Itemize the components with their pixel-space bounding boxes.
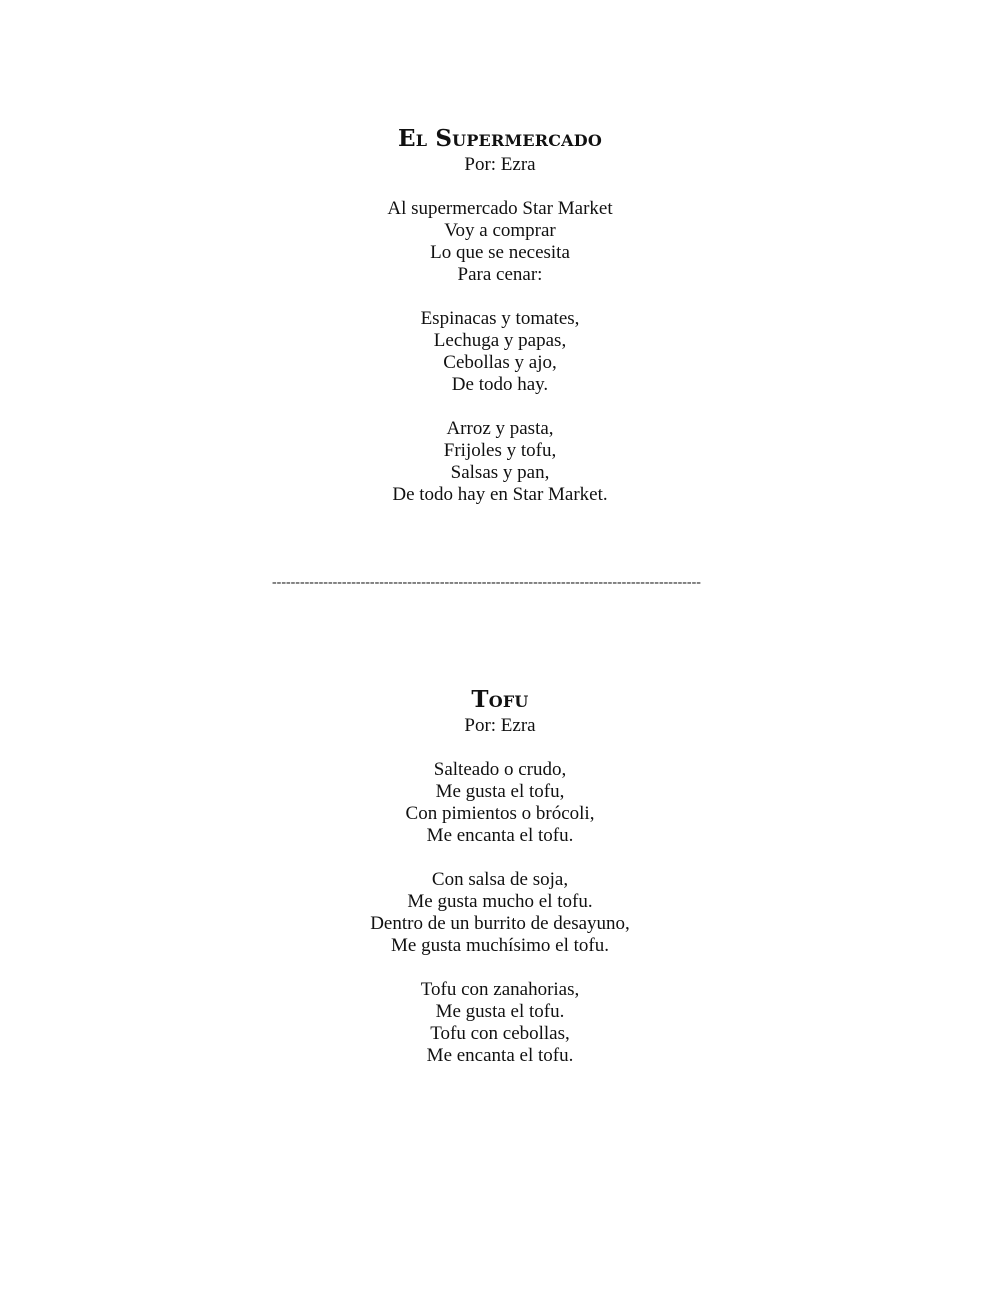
poem-line: Cebollas y ajo, (443, 352, 557, 373)
poem-author: Por: Ezra (464, 715, 536, 736)
poem-el-supermercado (0, 124, 1000, 506)
poem-line: Frijoles y tofu, (443, 440, 557, 461)
poem-line: Salsas y pan, (450, 462, 550, 483)
poem-line: Me gusta el tofu. (435, 1001, 565, 1022)
poem-line: Me encanta el tofu. (426, 1045, 574, 1066)
poem-author: Por: Ezra (464, 154, 536, 175)
poem-line: Voy a comprar (444, 220, 556, 241)
poem-line: Lo que se necesita (430, 242, 570, 263)
poem-line: Me gusta muchísimo el tofu. (391, 935, 609, 956)
poem-line: De todo hay. (451, 374, 549, 395)
poem-line: Salteado o crudo, (433, 759, 567, 780)
poem-line: Al supermercado Star Market (387, 198, 613, 219)
poem-line: Tofu con cebollas, (430, 1023, 570, 1044)
stanza (0, 308, 1000, 396)
stanza (0, 979, 1000, 1067)
poem-line: Me gusta mucho el tofu. (407, 891, 593, 912)
poem-line: Con pimientos o brócoli, (405, 803, 595, 824)
dashed-separator: -------------------------------------------------------------------------------------------- (272, 576, 701, 590)
poem-tofu (0, 685, 1000, 1067)
poem-line: Tofu con zanahorias, (420, 979, 580, 1000)
poem-line: Arroz y pasta, (446, 418, 554, 439)
poem-line: De todo hay en Star Market. (392, 484, 608, 505)
poem-title: Tofu (471, 686, 529, 713)
poem-line: Me gusta el tofu, (435, 781, 565, 802)
poem-title: El Supermercado (397, 125, 603, 152)
poem-line: Para cenar: (457, 264, 543, 285)
poem-line: Con salsa de soja, (431, 869, 569, 890)
stanza (0, 418, 1000, 506)
poem-line: Espinacas y tomates, (420, 308, 580, 329)
stanza (0, 759, 1000, 847)
poem-line: Dentro de un burrito de desayuno, (370, 913, 630, 934)
poem-line: Me encanta el tofu. (426, 825, 574, 846)
poem-line: Lechuga y papas, (433, 330, 567, 351)
stanza (0, 869, 1000, 957)
stanza (0, 198, 1000, 286)
